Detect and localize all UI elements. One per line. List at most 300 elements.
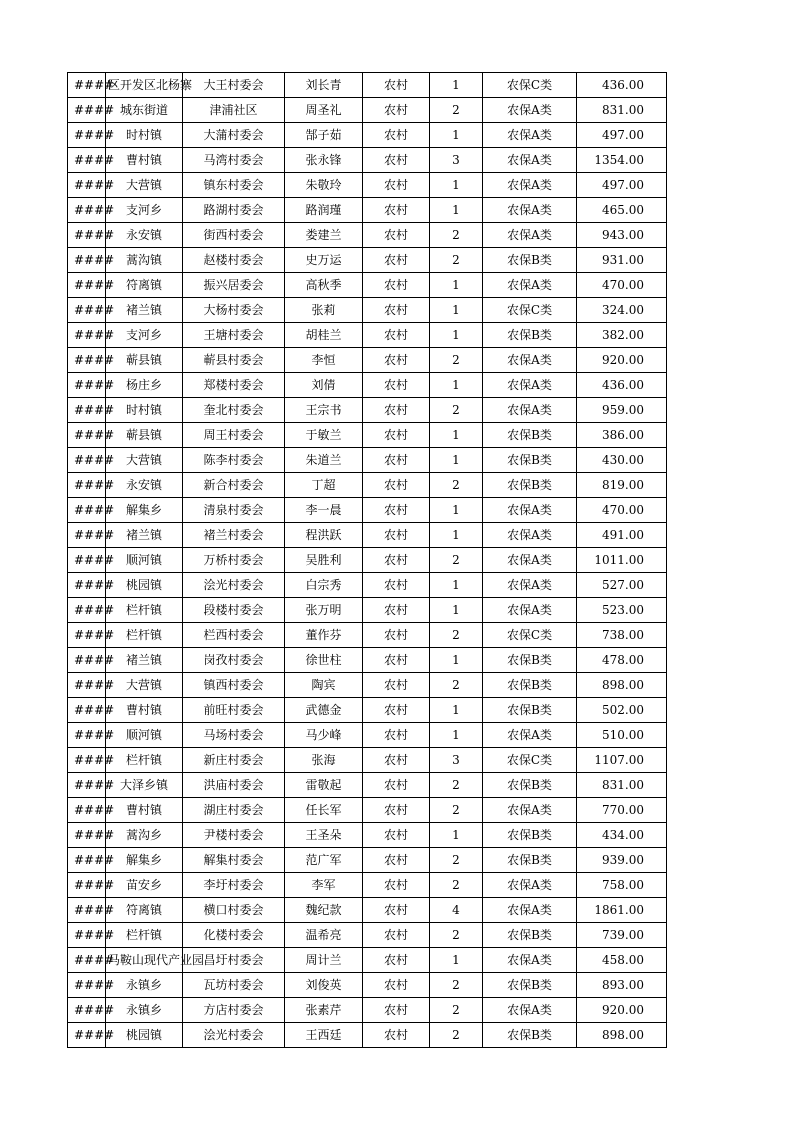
cell-person-name: 张素芹 bbox=[285, 998, 363, 1023]
cell-amount: 527.00 bbox=[577, 573, 667, 598]
cell-area-type: 农村 bbox=[363, 398, 430, 423]
cell-village-committee: 前旺村委会 bbox=[183, 698, 285, 723]
cell-record-id: #### bbox=[68, 723, 106, 748]
cell-area-type: 农村 bbox=[363, 1023, 430, 1048]
table-row bbox=[68, 648, 667, 673]
table-row bbox=[68, 998, 667, 1023]
cell-town: 符离镇 bbox=[106, 898, 183, 923]
cell-person-name: 娄建兰 bbox=[285, 223, 363, 248]
table-row bbox=[68, 848, 667, 873]
cell-area-type: 农村 bbox=[363, 623, 430, 648]
cell-person-name: 武德金 bbox=[285, 698, 363, 723]
cell-village-committee: 振兴居委会 bbox=[183, 273, 285, 298]
cell-amount: 502.00 bbox=[577, 698, 667, 723]
table-row bbox=[68, 248, 667, 273]
cell-household-count: 1 bbox=[430, 423, 483, 448]
cell-amount: 491.00 bbox=[577, 523, 667, 548]
table-row bbox=[68, 273, 667, 298]
cell-village-committee: 新合村委会 bbox=[183, 473, 285, 498]
cell-amount: 478.00 bbox=[577, 648, 667, 673]
cell-village-committee: 津浦社区 bbox=[183, 98, 285, 123]
table-row bbox=[68, 698, 667, 723]
cell-amount: 1107.00 bbox=[577, 748, 667, 773]
cell-insurance-category: 农保B类 bbox=[483, 923, 577, 948]
cell-area-type: 农村 bbox=[363, 523, 430, 548]
cell-area-type: 农村 bbox=[363, 498, 430, 523]
cell-town: 永安镇 bbox=[106, 223, 183, 248]
cell-household-count: 2 bbox=[430, 848, 483, 873]
cell-record-id: #### bbox=[68, 323, 106, 348]
cell-town: 支河乡 bbox=[106, 198, 183, 223]
cell-village-committee: 尹楼村委会 bbox=[183, 823, 285, 848]
cell-town: 解集乡 bbox=[106, 498, 183, 523]
cell-person-name: 王西廷 bbox=[285, 1023, 363, 1048]
cell-amount: 920.00 bbox=[577, 348, 667, 373]
table-row bbox=[68, 923, 667, 948]
cell-amount: 523.00 bbox=[577, 598, 667, 623]
cell-village-committee: 周王村委会 bbox=[183, 423, 285, 448]
cell-record-id: #### bbox=[68, 923, 106, 948]
cell-amount: 458.00 bbox=[577, 948, 667, 973]
cell-area-type: 农村 bbox=[363, 298, 430, 323]
cell-area-type: 农村 bbox=[363, 73, 430, 98]
cell-insurance-category: 农保C类 bbox=[483, 298, 577, 323]
cell-town: 马鞍山现代产业园 bbox=[106, 948, 183, 973]
cell-town: 桃园镇 bbox=[106, 1023, 183, 1048]
cell-amount: 819.00 bbox=[577, 473, 667, 498]
table-row bbox=[68, 948, 667, 973]
table-row bbox=[68, 223, 667, 248]
cell-record-id: #### bbox=[68, 848, 106, 873]
cell-amount: 893.00 bbox=[577, 973, 667, 998]
cell-record-id: #### bbox=[68, 648, 106, 673]
cell-area-type: 农村 bbox=[363, 998, 430, 1023]
cell-amount: 436.00 bbox=[577, 373, 667, 398]
cell-person-name: 朱敬玲 bbox=[285, 173, 363, 198]
cell-village-committee: 化楼村委会 bbox=[183, 923, 285, 948]
cell-area-type: 农村 bbox=[363, 273, 430, 298]
cell-household-count: 1 bbox=[430, 698, 483, 723]
cell-household-count: 1 bbox=[430, 648, 483, 673]
cell-town: 大营镇 bbox=[106, 173, 183, 198]
cell-record-id: #### bbox=[68, 373, 106, 398]
cell-person-name: 程洪跃 bbox=[285, 523, 363, 548]
cell-record-id: #### bbox=[68, 773, 106, 798]
cell-village-committee: 方店村委会 bbox=[183, 998, 285, 1023]
cell-amount: 831.00 bbox=[577, 773, 667, 798]
cell-amount: 434.00 bbox=[577, 823, 667, 848]
table-row bbox=[68, 573, 667, 598]
cell-household-count: 2 bbox=[430, 923, 483, 948]
cell-town: 时村镇 bbox=[106, 123, 183, 148]
cell-insurance-category: 农保B类 bbox=[483, 448, 577, 473]
table-row bbox=[68, 798, 667, 823]
cell-record-id: #### bbox=[68, 448, 106, 473]
cell-village-committee: 昌圩村委会 bbox=[183, 948, 285, 973]
cell-household-count: 1 bbox=[430, 448, 483, 473]
cell-amount: 465.00 bbox=[577, 198, 667, 223]
cell-household-count: 1 bbox=[430, 598, 483, 623]
cell-area-type: 农村 bbox=[363, 473, 430, 498]
cell-insurance-category: 农保B类 bbox=[483, 473, 577, 498]
cell-village-committee: 解集村委会 bbox=[183, 848, 285, 873]
cell-household-count: 1 bbox=[430, 123, 483, 148]
table-row bbox=[68, 823, 667, 848]
cell-amount: 470.00 bbox=[577, 498, 667, 523]
cell-area-type: 农村 bbox=[363, 948, 430, 973]
cell-household-count: 2 bbox=[430, 973, 483, 998]
cell-amount: 497.00 bbox=[577, 173, 667, 198]
table-row bbox=[68, 548, 667, 573]
cell-area-type: 农村 bbox=[363, 198, 430, 223]
cell-area-type: 农村 bbox=[363, 873, 430, 898]
cell-village-committee: 街西村委会 bbox=[183, 223, 285, 248]
cell-village-committee: 蕲县村委会 bbox=[183, 348, 285, 373]
cell-record-id: #### bbox=[68, 473, 106, 498]
cell-town: 大营镇 bbox=[106, 673, 183, 698]
cell-record-id: #### bbox=[68, 823, 106, 848]
cell-town: 蒿沟镇 bbox=[106, 248, 183, 273]
cell-insurance-category: 农保A类 bbox=[483, 873, 577, 898]
cell-insurance-category: 农保A类 bbox=[483, 348, 577, 373]
cell-insurance-category: 农保B类 bbox=[483, 248, 577, 273]
cell-record-id: #### bbox=[68, 248, 106, 273]
cell-person-name: 周圣礼 bbox=[285, 98, 363, 123]
cell-insurance-category: 农保A类 bbox=[483, 723, 577, 748]
cell-amount: 497.00 bbox=[577, 123, 667, 148]
cell-record-id: #### bbox=[68, 398, 106, 423]
cell-person-name: 王宗书 bbox=[285, 398, 363, 423]
cell-person-name: 李恒 bbox=[285, 348, 363, 373]
cell-person-name: 张莉 bbox=[285, 298, 363, 323]
cell-town: 蕲县镇 bbox=[106, 423, 183, 448]
cell-person-name: 董作芬 bbox=[285, 623, 363, 648]
cell-record-id: #### bbox=[68, 73, 106, 98]
cell-town: 永镇乡 bbox=[106, 973, 183, 998]
cell-insurance-category: 农保C类 bbox=[483, 748, 577, 773]
cell-amount: 1011.00 bbox=[577, 548, 667, 573]
table-row bbox=[68, 723, 667, 748]
cell-area-type: 农村 bbox=[363, 548, 430, 573]
table-row bbox=[68, 748, 667, 773]
cell-town: 苗安乡 bbox=[106, 873, 183, 898]
cell-amount: 959.00 bbox=[577, 398, 667, 423]
cell-household-count: 2 bbox=[430, 248, 483, 273]
cell-insurance-category: 农保B类 bbox=[483, 973, 577, 998]
cell-insurance-category: 农保B类 bbox=[483, 423, 577, 448]
cell-person-name: 刘俊英 bbox=[285, 973, 363, 998]
table-row bbox=[68, 423, 667, 448]
cell-town: 城东街道 bbox=[106, 98, 183, 123]
cell-person-name: 胡桂兰 bbox=[285, 323, 363, 348]
cell-village-committee: 栏西村委会 bbox=[183, 623, 285, 648]
cell-village-committee: 大王村委会 bbox=[183, 73, 285, 98]
cell-person-name: 陶宾 bbox=[285, 673, 363, 698]
cell-town: 解集乡 bbox=[106, 848, 183, 873]
cell-town: 支河乡 bbox=[106, 323, 183, 348]
cell-person-name: 刘长青 bbox=[285, 73, 363, 98]
cell-insurance-category: 农保A类 bbox=[483, 948, 577, 973]
cell-household-count: 2 bbox=[430, 348, 483, 373]
cell-person-name: 马少峰 bbox=[285, 723, 363, 748]
cell-amount: 931.00 bbox=[577, 248, 667, 273]
cell-person-name: 温希亮 bbox=[285, 923, 363, 948]
cell-town: 桃园镇 bbox=[106, 573, 183, 598]
cell-area-type: 农村 bbox=[363, 173, 430, 198]
cell-amount: 382.00 bbox=[577, 323, 667, 348]
cell-insurance-category: 农保A类 bbox=[483, 798, 577, 823]
cell-insurance-category: 农保A类 bbox=[483, 548, 577, 573]
cell-amount: 943.00 bbox=[577, 223, 667, 248]
table-row bbox=[68, 623, 667, 648]
cell-record-id: #### bbox=[68, 523, 106, 548]
table-row bbox=[68, 498, 667, 523]
cell-town: 栏杆镇 bbox=[106, 923, 183, 948]
cell-insurance-category: 农保B类 bbox=[483, 648, 577, 673]
cell-town: 永安镇 bbox=[106, 473, 183, 498]
table-row bbox=[68, 673, 667, 698]
cell-town: 大营镇 bbox=[106, 448, 183, 473]
cell-area-type: 农村 bbox=[363, 798, 430, 823]
cell-record-id: #### bbox=[68, 98, 106, 123]
table-row bbox=[68, 323, 667, 348]
cell-person-name: 郜子茹 bbox=[285, 123, 363, 148]
cell-record-id: #### bbox=[68, 148, 106, 173]
cell-person-name: 张永锋 bbox=[285, 148, 363, 173]
cell-household-count: 3 bbox=[430, 748, 483, 773]
cell-household-count: 4 bbox=[430, 898, 483, 923]
cell-record-id: #### bbox=[68, 223, 106, 248]
table-row bbox=[68, 973, 667, 998]
cell-insurance-category: 农保A类 bbox=[483, 373, 577, 398]
cell-village-committee: 大杨村委会 bbox=[183, 298, 285, 323]
cell-record-id: #### bbox=[68, 623, 106, 648]
cell-area-type: 农村 bbox=[363, 748, 430, 773]
table-row bbox=[68, 173, 667, 198]
cell-household-count: 2 bbox=[430, 223, 483, 248]
cell-household-count: 1 bbox=[430, 173, 483, 198]
cell-record-id: #### bbox=[68, 298, 106, 323]
cell-town: 曹村镇 bbox=[106, 798, 183, 823]
cell-insurance-category: 农保A类 bbox=[483, 398, 577, 423]
cell-household-count: 1 bbox=[430, 523, 483, 548]
cell-area-type: 农村 bbox=[363, 598, 430, 623]
cell-household-count: 2 bbox=[430, 673, 483, 698]
cell-amount: 436.00 bbox=[577, 73, 667, 98]
table-body bbox=[68, 73, 667, 1048]
cell-amount: 920.00 bbox=[577, 998, 667, 1023]
cell-village-committee: 岗孜村委会 bbox=[183, 648, 285, 673]
cell-household-count: 1 bbox=[430, 323, 483, 348]
cell-village-committee: 湖庄村委会 bbox=[183, 798, 285, 823]
cell-village-committee: 赵楼村委会 bbox=[183, 248, 285, 273]
cell-village-committee: 大蒲村委会 bbox=[183, 123, 285, 148]
cell-insurance-category: 农保A类 bbox=[483, 173, 577, 198]
cell-record-id: #### bbox=[68, 348, 106, 373]
cell-household-count: 1 bbox=[430, 273, 483, 298]
cell-amount: 939.00 bbox=[577, 848, 667, 873]
cell-record-id: #### bbox=[68, 673, 106, 698]
cell-record-id: #### bbox=[68, 423, 106, 448]
cell-household-count: 1 bbox=[430, 498, 483, 523]
cell-person-name: 朱道兰 bbox=[285, 448, 363, 473]
cell-household-count: 1 bbox=[430, 573, 483, 598]
cell-village-committee: 万桥村委会 bbox=[183, 548, 285, 573]
cell-area-type: 农村 bbox=[363, 423, 430, 448]
table-row bbox=[68, 373, 667, 398]
cell-amount: 1861.00 bbox=[577, 898, 667, 923]
cell-village-committee: 李圩村委会 bbox=[183, 873, 285, 898]
cell-amount: 324.00 bbox=[577, 298, 667, 323]
cell-village-committee: 郑楼村委会 bbox=[183, 373, 285, 398]
cell-record-id: #### bbox=[68, 1023, 106, 1048]
table-row bbox=[68, 523, 667, 548]
cell-area-type: 农村 bbox=[363, 348, 430, 373]
cell-amount: 738.00 bbox=[577, 623, 667, 648]
table-row bbox=[68, 873, 667, 898]
table-row bbox=[68, 148, 667, 173]
cell-record-id: #### bbox=[68, 123, 106, 148]
cell-person-name: 范广军 bbox=[285, 848, 363, 873]
cell-insurance-category: 农保A类 bbox=[483, 998, 577, 1023]
cell-person-name: 高秋季 bbox=[285, 273, 363, 298]
cell-area-type: 农村 bbox=[363, 323, 430, 348]
cell-amount: 831.00 bbox=[577, 98, 667, 123]
cell-area-type: 农村 bbox=[363, 148, 430, 173]
table-row bbox=[68, 398, 667, 423]
cell-town: 蕲县镇 bbox=[106, 348, 183, 373]
cell-household-count: 2 bbox=[430, 998, 483, 1023]
cell-amount: 430.00 bbox=[577, 448, 667, 473]
cell-household-count: 1 bbox=[430, 723, 483, 748]
cell-amount: 1354.00 bbox=[577, 148, 667, 173]
cell-town: 栏杆镇 bbox=[106, 623, 183, 648]
cell-person-name: 张万明 bbox=[285, 598, 363, 623]
cell-village-committee: 奎北村委会 bbox=[183, 398, 285, 423]
cell-record-id: #### bbox=[68, 198, 106, 223]
cell-area-type: 农村 bbox=[363, 223, 430, 248]
table-row bbox=[68, 1023, 667, 1048]
table-row bbox=[68, 298, 667, 323]
cell-insurance-category: 农保B类 bbox=[483, 848, 577, 873]
cell-town: 时村镇 bbox=[106, 398, 183, 423]
table-row bbox=[68, 348, 667, 373]
cell-record-id: #### bbox=[68, 548, 106, 573]
cell-household-count: 2 bbox=[430, 773, 483, 798]
cell-town: 褚兰镇 bbox=[106, 298, 183, 323]
cell-insurance-category: 农保A类 bbox=[483, 273, 577, 298]
cell-person-name: 任长军 bbox=[285, 798, 363, 823]
cell-area-type: 农村 bbox=[363, 898, 430, 923]
cell-town: 曹村镇 bbox=[106, 698, 183, 723]
cell-village-committee: 王塘村委会 bbox=[183, 323, 285, 348]
cell-household-count: 1 bbox=[430, 373, 483, 398]
cell-insurance-category: 农保B类 bbox=[483, 823, 577, 848]
cell-person-name: 路润瑾 bbox=[285, 198, 363, 223]
cell-household-count: 2 bbox=[430, 98, 483, 123]
cell-town: 永镇乡 bbox=[106, 998, 183, 1023]
cell-insurance-category: 农保A类 bbox=[483, 198, 577, 223]
cell-household-count: 2 bbox=[430, 798, 483, 823]
cell-insurance-category: 农保C类 bbox=[483, 623, 577, 648]
cell-person-name: 周计兰 bbox=[285, 948, 363, 973]
cell-amount: 470.00 bbox=[577, 273, 667, 298]
cell-household-count: 2 bbox=[430, 1023, 483, 1048]
cell-person-name: 丁超 bbox=[285, 473, 363, 498]
cell-record-id: #### bbox=[68, 498, 106, 523]
cell-record-id: #### bbox=[68, 748, 106, 773]
cell-town: 符离镇 bbox=[106, 273, 183, 298]
cell-area-type: 农村 bbox=[363, 573, 430, 598]
cell-village-committee: 褚兰村委会 bbox=[183, 523, 285, 548]
cell-village-committee: 横口村委会 bbox=[183, 898, 285, 923]
cell-area-type: 农村 bbox=[363, 923, 430, 948]
cell-household-count: 1 bbox=[430, 198, 483, 223]
cell-household-count: 2 bbox=[430, 873, 483, 898]
cell-person-name: 李一晨 bbox=[285, 498, 363, 523]
cell-insurance-category: 农保B类 bbox=[483, 323, 577, 348]
cell-town: 蒿沟乡 bbox=[106, 823, 183, 848]
table-row bbox=[68, 123, 667, 148]
cell-insurance-category: 农保A类 bbox=[483, 148, 577, 173]
cell-person-name: 史万运 bbox=[285, 248, 363, 273]
benefit-table bbox=[67, 72, 667, 1048]
cell-town: 褚兰镇 bbox=[106, 648, 183, 673]
cell-insurance-category: 农保A类 bbox=[483, 123, 577, 148]
cell-person-name: 王圣朵 bbox=[285, 823, 363, 848]
cell-area-type: 农村 bbox=[363, 248, 430, 273]
cell-town: 栏杆镇 bbox=[106, 748, 183, 773]
cell-village-committee: 新庄村委会 bbox=[183, 748, 285, 773]
cell-amount: 386.00 bbox=[577, 423, 667, 448]
cell-area-type: 农村 bbox=[363, 723, 430, 748]
cell-amount: 739.00 bbox=[577, 923, 667, 948]
cell-village-committee: 浍光村委会 bbox=[183, 573, 285, 598]
cell-insurance-category: 农保A类 bbox=[483, 898, 577, 923]
cell-amount: 898.00 bbox=[577, 1023, 667, 1048]
cell-area-type: 农村 bbox=[363, 848, 430, 873]
cell-household-count: 2 bbox=[430, 623, 483, 648]
cell-insurance-category: 农保C类 bbox=[483, 73, 577, 98]
cell-amount: 510.00 bbox=[577, 723, 667, 748]
cell-household-count: 1 bbox=[430, 73, 483, 98]
table-row bbox=[68, 73, 667, 98]
cell-household-count: 2 bbox=[430, 398, 483, 423]
cell-household-count: 2 bbox=[430, 548, 483, 573]
cell-person-name: 雷敬起 bbox=[285, 773, 363, 798]
cell-area-type: 农村 bbox=[363, 698, 430, 723]
cell-area-type: 农村 bbox=[363, 648, 430, 673]
table-row bbox=[68, 773, 667, 798]
cell-area-type: 农村 bbox=[363, 448, 430, 473]
cell-amount: 898.00 bbox=[577, 673, 667, 698]
cell-village-committee: 段楼村委会 bbox=[183, 598, 285, 623]
cell-area-type: 农村 bbox=[363, 773, 430, 798]
cell-household-count: 3 bbox=[430, 148, 483, 173]
cell-area-type: 农村 bbox=[363, 123, 430, 148]
cell-record-id: #### bbox=[68, 898, 106, 923]
cell-town: 曹村镇 bbox=[106, 148, 183, 173]
cell-record-id: #### bbox=[68, 998, 106, 1023]
table-row bbox=[68, 98, 667, 123]
cell-area-type: 农村 bbox=[363, 373, 430, 398]
cell-town: 区开发区北杨寨 bbox=[106, 73, 183, 98]
cell-area-type: 农村 bbox=[363, 823, 430, 848]
cell-insurance-category: 农保A类 bbox=[483, 223, 577, 248]
table-row bbox=[68, 898, 667, 923]
cell-village-committee: 马场村委会 bbox=[183, 723, 285, 748]
cell-town: 栏杆镇 bbox=[106, 598, 183, 623]
